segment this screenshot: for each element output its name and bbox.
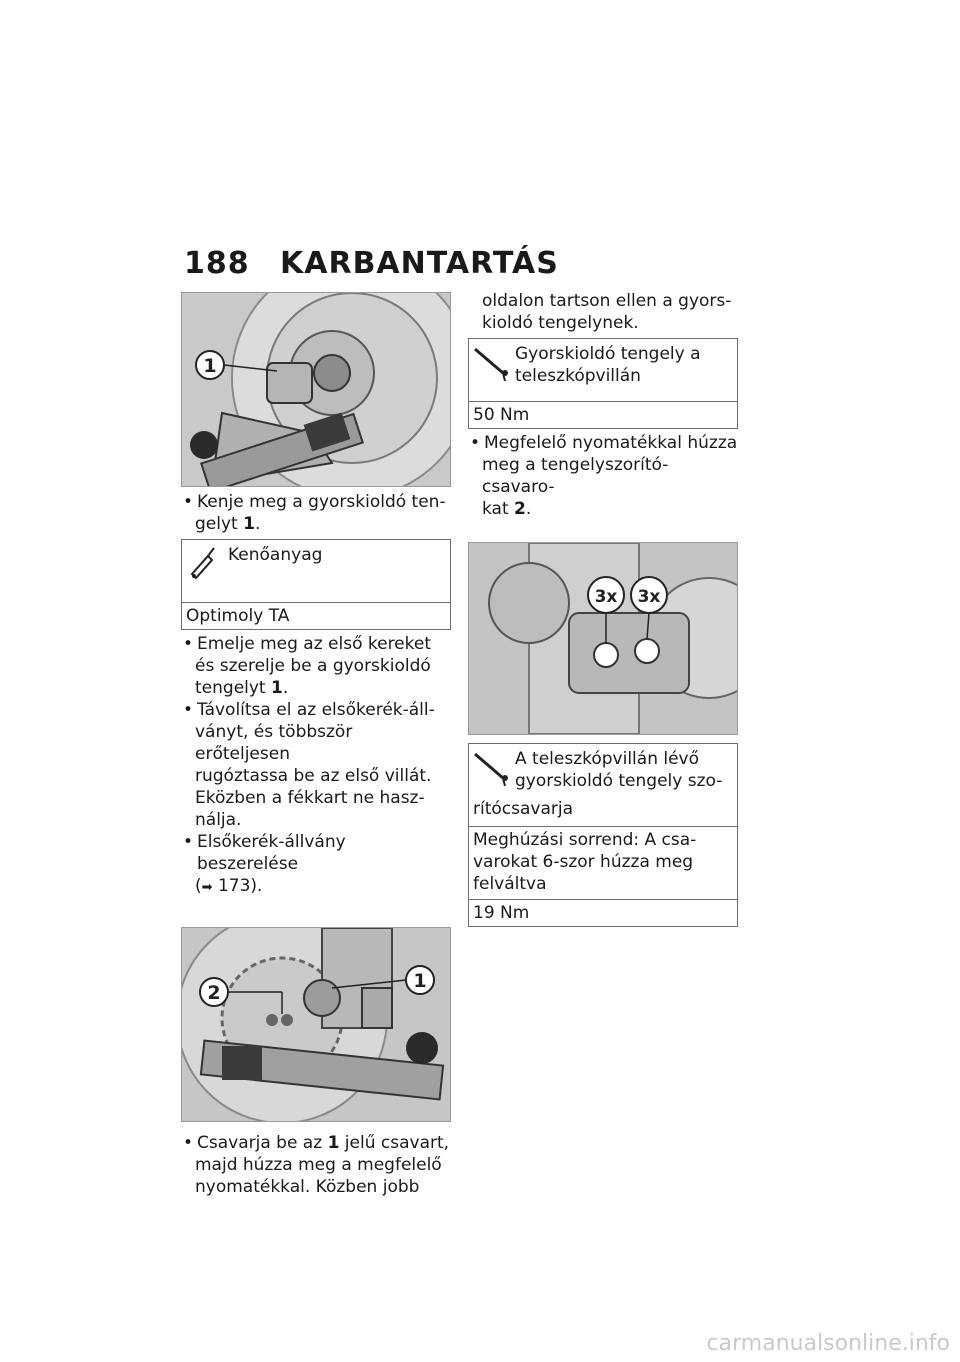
step-lift-wheel: • Emelje meg az első kereket [181, 633, 451, 655]
page-header [184, 246, 559, 281]
step-tighten-clamp: • Megfelelő nyomatékkal húzza [468, 432, 738, 454]
ref-1: 1 [243, 514, 255, 534]
step-screw-in: • Csavarja be az 1 jelű csavart, [181, 1132, 451, 1154]
lubricant-icon [186, 544, 228, 584]
torque-wrench-icon [473, 343, 515, 383]
tightening-sequence: Meghúzási sorrend: A csa- varokat 6-szor húzza meg felváltva [469, 826, 737, 899]
watermark: carmanualsonline.info [706, 1331, 950, 1356]
figure-axle-insertion [181, 292, 451, 487]
step-install-stand: • Elsőkerék-állvány beszerelése [181, 831, 451, 875]
lubricant-table [181, 539, 451, 630]
lubricant-title: Kenőanyag [228, 545, 323, 565]
figure-axle-screw [181, 927, 451, 1122]
torque-value-50: 50 Nm [469, 401, 737, 428]
torque-table-axle: Gyorskioldó tengely a teleszkópvillán 50 Nm [468, 338, 738, 429]
left-column: 1 • Kenje meg a gyorskioldó ten- gelyt 1. Kenőanyag Optimoly TA • Emelje meg az első kereket és szerelje be a gyorskioldó tengelyt 1. • Távolítsa el az elsőkerék-áll- ványt, és többször erőteljesen rugóztassa be az első villát. Eközben a fékkart ne hasz- nálja. • Elsőkerék-állvány beszerelése (➡ 173). 2 1 • Csavarja be az 1 jelű csavart, majd húzza meg a megfelelő nyomatékkal. Közben jobb [181, 292, 451, 1198]
page-title: KARBANTARTÁS [280, 246, 559, 281]
callout-1: 1 [203, 355, 217, 377]
callout-3x-b: 3x [637, 587, 661, 607]
axle-screw-illustration [182, 928, 450, 1121]
page-number: 188 [184, 246, 250, 281]
axle-insertion-illustration [182, 293, 450, 486]
torque-table-clamp: A teleszkópvillán lévő gyorskioldó tengely szo- rítócsavarja Meghúzási sorrend: A csa- varokat 6-szor húzza meg felváltva 19 Nm [468, 743, 738, 927]
torque-value-19: 19 Nm [469, 899, 737, 926]
step-lubricate-axle: • Kenje meg a gyorskioldó ten- [181, 491, 451, 513]
clamp-screws-illustration [469, 543, 737, 734]
figure-clamp-screws [468, 542, 738, 735]
step-remove-stand: • Távolítsa el az elsőkerék-áll- [181, 699, 451, 721]
right-column: oldalon tartson ellen a gyors- kioldó tengelynek. Gyorskioldó tengely a teleszkópvillán 50 Nm • Megfelelő nyomatékkal húzza meg a tengelyszorító-csavaro- kat 2. 3x 3x A teleszkópvillán lévő gyorskioldó tengely szo- rítócsavarja Meghúzási sorrend: A csa- varokat 6-szor húzza meg felváltva 19 Nm [468, 292, 738, 930]
torque-wrench-icon [473, 748, 515, 788]
callout-2: 2 [207, 982, 221, 1004]
lubricant-value: Optimoly TA [182, 602, 450, 629]
callout-1b: 1 [413, 970, 427, 992]
page-ref-arrow-icon[interactable]: ➡ [201, 880, 213, 895]
page-ref-link[interactable]: 173). [212, 876, 263, 896]
callout-3x-a: 3x [594, 587, 618, 607]
continued-text: oldalon tartson ellen a gyors- [482, 291, 732, 311]
